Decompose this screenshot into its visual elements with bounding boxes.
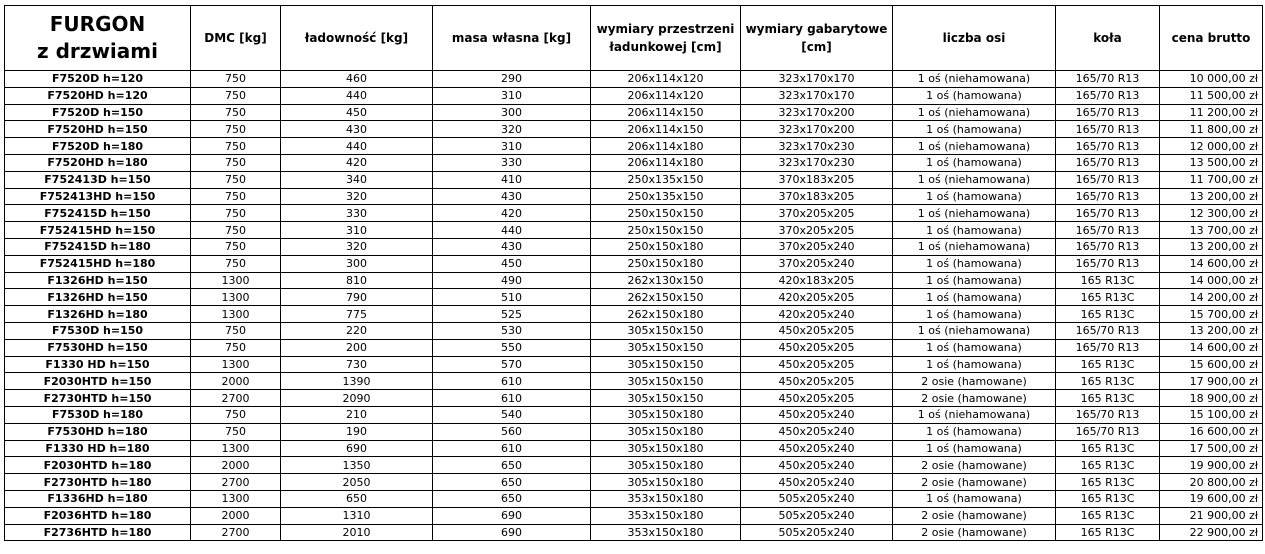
cell-payload: 730 xyxy=(281,356,433,373)
cell-axles: 1 oś (hamowana) xyxy=(893,306,1056,323)
cell-cargo-dims: 305x150x150 xyxy=(591,339,741,356)
cell-wheels: 165/70 R13 xyxy=(1056,238,1160,255)
cell-overall-dims: 505x205x240 xyxy=(741,524,893,541)
cell-dmc: 750 xyxy=(191,188,281,205)
cell-dmc: 2000 xyxy=(191,373,281,390)
cell-wheels: 165 R13C xyxy=(1056,306,1160,323)
cell-payload: 2090 xyxy=(281,390,433,407)
cell-model: F1326HD h=150 xyxy=(5,272,191,289)
cell-price: 19 900,00 zł xyxy=(1160,457,1263,474)
cell-payload: 310 xyxy=(281,222,433,239)
cell-axles: 1 oś (hamowana) xyxy=(893,188,1056,205)
cell-payload: 650 xyxy=(281,490,433,507)
cell-wheels: 165/70 R13 xyxy=(1056,104,1160,121)
cell-price: 17 900,00 zł xyxy=(1160,373,1263,390)
cell-payload: 320 xyxy=(281,188,433,205)
cell-dmc: 750 xyxy=(191,104,281,121)
cell-dmc: 750 xyxy=(191,154,281,171)
cell-model: F7520D h=150 xyxy=(5,104,191,121)
cell-model: F752415D h=150 xyxy=(5,205,191,222)
cell-overall-dims: 505x205x240 xyxy=(741,490,893,507)
cell-axles: 1 oś (hamowana) xyxy=(893,87,1056,104)
cell-model: F7520HD h=150 xyxy=(5,121,191,138)
cell-cargo-dims: 305x150x180 xyxy=(591,440,741,457)
cell-payload: 690 xyxy=(281,440,433,457)
cell-cargo-dims: 206x114x150 xyxy=(591,121,741,138)
cell-overall-dims: 323x170x230 xyxy=(741,154,893,171)
table-row xyxy=(5,406,1263,423)
cell-cargo-dims: 262x150x180 xyxy=(591,306,741,323)
cell-cargo-dims: 250x135x150 xyxy=(591,188,741,205)
cell-wheels: 165 R13C xyxy=(1056,490,1160,507)
cell-price: 22 900,00 zł xyxy=(1160,524,1263,541)
cell-cargo-dims: 262x130x150 xyxy=(591,272,741,289)
cell-cargo-dims: 305x150x180 xyxy=(591,423,741,440)
cell-price: 20 800,00 zł xyxy=(1160,474,1263,491)
cell-price: 11 200,00 zł xyxy=(1160,104,1263,121)
cell-overall-dims: 420x205x240 xyxy=(741,306,893,323)
cell-model: F2736HTD h=180 xyxy=(5,524,191,541)
cell-axles: 2 osie (hamowane) xyxy=(893,507,1056,524)
cell-dmc: 1300 xyxy=(191,356,281,373)
cell-cargo-dims: 305x150x180 xyxy=(591,406,741,423)
cell-overall-dims: 370x205x240 xyxy=(741,255,893,272)
cell-axles: 1 oś (niehamowana) xyxy=(893,322,1056,339)
cell-own-mass: 650 xyxy=(433,457,591,474)
cell-cargo-dims: 353x150x180 xyxy=(591,524,741,541)
cell-cargo-dims: 353x150x180 xyxy=(591,490,741,507)
cell-own-mass: 530 xyxy=(433,322,591,339)
cell-overall-dims: 323x170x170 xyxy=(741,71,893,88)
cell-model: F752415D h=180 xyxy=(5,238,191,255)
price-table xyxy=(4,5,1263,541)
cell-dmc: 750 xyxy=(191,255,281,272)
cell-wheels: 165/70 R13 xyxy=(1056,322,1160,339)
cell-overall-dims: 420x205x205 xyxy=(741,289,893,306)
table-row xyxy=(5,272,1263,289)
cell-payload: 1390 xyxy=(281,373,433,390)
cell-wheels: 165 R13C xyxy=(1056,507,1160,524)
cell-own-mass: 525 xyxy=(433,306,591,323)
cell-wheels: 165/70 R13 xyxy=(1056,138,1160,155)
cell-own-mass: 550 xyxy=(433,339,591,356)
cell-axles: 1 oś (hamowana) xyxy=(893,222,1056,239)
header-wheels: koła xyxy=(1056,6,1160,71)
table-row xyxy=(5,188,1263,205)
cell-dmc: 2700 xyxy=(191,474,281,491)
cell-cargo-dims: 206x114x120 xyxy=(591,71,741,88)
cell-dmc: 2700 xyxy=(191,524,281,541)
cell-overall-dims: 450x205x205 xyxy=(741,373,893,390)
cell-cargo-dims: 250x150x180 xyxy=(591,255,741,272)
cell-own-mass: 310 xyxy=(433,87,591,104)
cell-wheels: 165 R13C xyxy=(1056,524,1160,541)
cell-axles: 2 osie (hamowane) xyxy=(893,457,1056,474)
cell-model: F752413HD h=150 xyxy=(5,188,191,205)
table-row xyxy=(5,457,1263,474)
cell-payload: 220 xyxy=(281,322,433,339)
cell-dmc: 1300 xyxy=(191,306,281,323)
cell-own-mass: 540 xyxy=(433,406,591,423)
cell-dmc: 1300 xyxy=(191,490,281,507)
cell-payload: 460 xyxy=(281,71,433,88)
cell-payload: 300 xyxy=(281,255,433,272)
cell-overall-dims: 370x205x205 xyxy=(741,222,893,239)
table-row xyxy=(5,238,1263,255)
cell-price: 11 800,00 zł xyxy=(1160,121,1263,138)
table-row xyxy=(5,356,1263,373)
cell-overall-dims: 450x205x240 xyxy=(741,457,893,474)
cell-wheels: 165 R13C xyxy=(1056,457,1160,474)
cell-cargo-dims: 305x150x150 xyxy=(591,373,741,390)
cell-dmc: 2000 xyxy=(191,507,281,524)
cell-cargo-dims: 250x150x180 xyxy=(591,238,741,255)
cell-overall-dims: 370x205x240 xyxy=(741,238,893,255)
cell-wheels: 165/70 R13 xyxy=(1056,205,1160,222)
cell-model: F2730HTD h=150 xyxy=(5,390,191,407)
cell-wheels: 165/70 R13 xyxy=(1056,423,1160,440)
cell-own-mass: 690 xyxy=(433,524,591,541)
cell-dmc: 750 xyxy=(191,87,281,104)
cell-price: 14 600,00 zł xyxy=(1160,339,1263,356)
cell-own-mass: 430 xyxy=(433,188,591,205)
table-row xyxy=(5,373,1263,390)
cell-wheels: 165 R13C xyxy=(1056,272,1160,289)
cell-price: 14 200,00 zł xyxy=(1160,289,1263,306)
cell-axles: 2 osie (hamowane) xyxy=(893,524,1056,541)
cell-price: 21 900,00 zł xyxy=(1160,507,1263,524)
table-row xyxy=(5,104,1263,121)
cell-model: F752415HD h=180 xyxy=(5,255,191,272)
cell-payload: 200 xyxy=(281,339,433,356)
cell-price: 12 300,00 zł xyxy=(1160,205,1263,222)
cell-dmc: 1300 xyxy=(191,289,281,306)
cell-model: F7530D h=150 xyxy=(5,322,191,339)
cell-model: F7520HD h=180 xyxy=(5,154,191,171)
cell-cargo-dims: 305x150x180 xyxy=(591,457,741,474)
cell-cargo-dims: 250x150x150 xyxy=(591,205,741,222)
table-body xyxy=(5,71,1263,541)
cell-dmc: 750 xyxy=(191,322,281,339)
cell-axles: 2 osie (hamowane) xyxy=(893,373,1056,390)
cell-price: 13 200,00 zł xyxy=(1160,238,1263,255)
cell-axles: 1 oś (hamowana) xyxy=(893,423,1056,440)
cell-payload: 1350 xyxy=(281,457,433,474)
cell-dmc: 750 xyxy=(191,71,281,88)
cell-own-mass: 490 xyxy=(433,272,591,289)
table-row xyxy=(5,423,1263,440)
cell-own-mass: 610 xyxy=(433,440,591,457)
cell-axles: 1 oś (hamowana) xyxy=(893,121,1056,138)
table-row xyxy=(5,171,1263,188)
cell-axles: 1 oś (niehamowana) xyxy=(893,406,1056,423)
cell-payload: 790 xyxy=(281,289,433,306)
cell-own-mass: 570 xyxy=(433,356,591,373)
cell-dmc: 750 xyxy=(191,406,281,423)
cell-overall-dims: 323x170x200 xyxy=(741,104,893,121)
cell-own-mass: 320 xyxy=(433,121,591,138)
table-row xyxy=(5,440,1263,457)
cell-own-mass: 610 xyxy=(433,390,591,407)
cell-axles: 1 oś (hamowana) xyxy=(893,490,1056,507)
cell-model: F7520D h=120 xyxy=(5,71,191,88)
cell-own-mass: 410 xyxy=(433,171,591,188)
cell-dmc: 2000 xyxy=(191,457,281,474)
cell-wheels: 165/70 R13 xyxy=(1056,339,1160,356)
cell-dmc: 750 xyxy=(191,339,281,356)
cell-cargo-dims: 206x114x120 xyxy=(591,87,741,104)
table-row xyxy=(5,138,1263,155)
table-row xyxy=(5,255,1263,272)
cell-axles: 1 oś (hamowana) xyxy=(893,154,1056,171)
cell-dmc: 1300 xyxy=(191,272,281,289)
cell-own-mass: 690 xyxy=(433,507,591,524)
cell-wheels: 165/70 R13 xyxy=(1056,71,1160,88)
cell-model: F2730HTD h=180 xyxy=(5,474,191,491)
cell-price: 11 500,00 zł xyxy=(1160,87,1263,104)
cell-own-mass: 610 xyxy=(433,373,591,390)
header-cargo-dims: wymiary przestrzeni ładunkowej [cm] xyxy=(591,6,741,71)
cell-cargo-dims: 305x150x150 xyxy=(591,322,741,339)
cell-payload: 2010 xyxy=(281,524,433,541)
table-row xyxy=(5,507,1263,524)
title-line-2: z drzwiami xyxy=(37,39,158,63)
cell-price: 13 700,00 zł xyxy=(1160,222,1263,239)
cell-overall-dims: 370x183x205 xyxy=(741,171,893,188)
cell-payload: 330 xyxy=(281,205,433,222)
cell-wheels: 165/70 R13 xyxy=(1056,171,1160,188)
cell-own-mass: 650 xyxy=(433,490,591,507)
cell-axles: 1 oś (niehamowana) xyxy=(893,138,1056,155)
cell-own-mass: 560 xyxy=(433,423,591,440)
cell-dmc: 750 xyxy=(191,222,281,239)
cell-cargo-dims: 206x114x180 xyxy=(591,154,741,171)
table-row xyxy=(5,524,1263,541)
cell-dmc: 750 xyxy=(191,138,281,155)
cell-own-mass: 310 xyxy=(433,138,591,155)
table-row xyxy=(5,474,1263,491)
cell-wheels: 165/70 R13 xyxy=(1056,255,1160,272)
cell-cargo-dims: 353x150x180 xyxy=(591,507,741,524)
cell-wheels: 165/70 R13 xyxy=(1056,222,1160,239)
cell-model: F752415HD h=150 xyxy=(5,222,191,239)
table-row xyxy=(5,390,1263,407)
cell-overall-dims: 370x183x205 xyxy=(741,188,893,205)
cell-model: F2030HTD h=150 xyxy=(5,373,191,390)
cell-overall-dims: 505x205x240 xyxy=(741,507,893,524)
cell-dmc: 750 xyxy=(191,423,281,440)
cell-wheels: 165/70 R13 xyxy=(1056,121,1160,138)
cell-overall-dims: 450x205x205 xyxy=(741,390,893,407)
cell-own-mass: 440 xyxy=(433,222,591,239)
cell-overall-dims: 450x205x205 xyxy=(741,322,893,339)
table-row xyxy=(5,289,1263,306)
cell-price: 15 100,00 zł xyxy=(1160,406,1263,423)
cell-cargo-dims: 262x150x150 xyxy=(591,289,741,306)
cell-axles: 1 oś (hamowana) xyxy=(893,272,1056,289)
cell-model: F752413D h=150 xyxy=(5,171,191,188)
cell-axles: 1 oś (hamowana) xyxy=(893,356,1056,373)
cell-model: F7520HD h=120 xyxy=(5,87,191,104)
cell-own-mass: 430 xyxy=(433,238,591,255)
cell-dmc: 750 xyxy=(191,121,281,138)
cell-payload: 440 xyxy=(281,87,433,104)
cell-price: 17 500,00 zł xyxy=(1160,440,1263,457)
cell-price: 12 000,00 zł xyxy=(1160,138,1263,155)
cell-overall-dims: 323x170x170 xyxy=(741,87,893,104)
cell-wheels: 165 R13C xyxy=(1056,390,1160,407)
cell-cargo-dims: 206x114x180 xyxy=(591,138,741,155)
title-line-1: FURGON xyxy=(49,12,146,36)
table-row xyxy=(5,222,1263,239)
cell-overall-dims: 323x170x230 xyxy=(741,138,893,155)
cell-payload: 190 xyxy=(281,423,433,440)
cell-cargo-dims: 250x150x150 xyxy=(591,222,741,239)
table-row xyxy=(5,205,1263,222)
cell-price: 19 600,00 zł xyxy=(1160,490,1263,507)
cell-own-mass: 510 xyxy=(433,289,591,306)
header-dmc: DMC [kg] xyxy=(191,6,281,71)
table-title xyxy=(5,6,191,71)
table-row xyxy=(5,87,1263,104)
cell-model: F7520D h=180 xyxy=(5,138,191,155)
cell-price: 15 600,00 zł xyxy=(1160,356,1263,373)
cell-price: 13 200,00 zł xyxy=(1160,322,1263,339)
cell-payload: 210 xyxy=(281,406,433,423)
cell-dmc: 750 xyxy=(191,171,281,188)
cell-own-mass: 650 xyxy=(433,474,591,491)
cell-cargo-dims: 250x135x150 xyxy=(591,171,741,188)
cell-payload: 430 xyxy=(281,121,433,138)
cell-axles: 1 oś (hamowana) xyxy=(893,289,1056,306)
cell-axles: 1 oś (hamowana) xyxy=(893,440,1056,457)
cell-payload: 2050 xyxy=(281,474,433,491)
cell-overall-dims: 450x205x240 xyxy=(741,423,893,440)
cell-payload: 775 xyxy=(281,306,433,323)
table-row xyxy=(5,121,1263,138)
cell-payload: 1310 xyxy=(281,507,433,524)
cell-axles: 1 oś (hamowana) xyxy=(893,339,1056,356)
cell-wheels: 165/70 R13 xyxy=(1056,87,1160,104)
cell-model: F1330 HD h=150 xyxy=(5,356,191,373)
cell-model: F1330 HD h=180 xyxy=(5,440,191,457)
cell-wheels: 165 R13C xyxy=(1056,373,1160,390)
cell-axles: 1 oś (hamowana) xyxy=(893,255,1056,272)
cell-payload: 810 xyxy=(281,272,433,289)
cell-own-mass: 300 xyxy=(433,104,591,121)
cell-overall-dims: 450x205x240 xyxy=(741,406,893,423)
cell-own-mass: 330 xyxy=(433,154,591,171)
header-row xyxy=(5,6,1263,71)
cell-overall-dims: 450x205x240 xyxy=(741,440,893,457)
cell-price: 11 700,00 zł xyxy=(1160,171,1263,188)
cell-axles: 2 osie (hamowane) xyxy=(893,474,1056,491)
cell-overall-dims: 323x170x200 xyxy=(741,121,893,138)
cell-payload: 420 xyxy=(281,154,433,171)
cell-dmc: 2700 xyxy=(191,390,281,407)
cell-wheels: 165 R13C xyxy=(1056,356,1160,373)
cell-payload: 450 xyxy=(281,104,433,121)
cell-dmc: 750 xyxy=(191,205,281,222)
cell-cargo-dims: 305x150x150 xyxy=(591,390,741,407)
table-row xyxy=(5,154,1263,171)
cell-dmc: 750 xyxy=(191,238,281,255)
cell-cargo-dims: 305x150x150 xyxy=(591,356,741,373)
cell-price: 15 700,00 zł xyxy=(1160,306,1263,323)
cell-own-mass: 420 xyxy=(433,205,591,222)
table-row xyxy=(5,322,1263,339)
header-own-mass: masa własna [kg] xyxy=(433,6,591,71)
cell-wheels: 165 R13C xyxy=(1056,289,1160,306)
cell-model: F7530HD h=150 xyxy=(5,339,191,356)
cell-overall-dims: 450x205x205 xyxy=(741,356,893,373)
table-row xyxy=(5,490,1263,507)
cell-price: 13 500,00 zł xyxy=(1160,154,1263,171)
table-row xyxy=(5,306,1263,323)
cell-overall-dims: 420x183x205 xyxy=(741,272,893,289)
cell-payload: 440 xyxy=(281,138,433,155)
cell-cargo-dims: 206x114x150 xyxy=(591,104,741,121)
cell-own-mass: 290 xyxy=(433,71,591,88)
cell-price: 18 900,00 zł xyxy=(1160,390,1263,407)
cell-axles: 1 oś (niehamowana) xyxy=(893,104,1056,121)
cell-model: F2030HTD h=180 xyxy=(5,457,191,474)
cell-wheels: 165/70 R13 xyxy=(1056,406,1160,423)
cell-axles: 1 oś (niehamowana) xyxy=(893,171,1056,188)
header-price: cena brutto xyxy=(1160,6,1263,71)
cell-model: F1326HD h=150 xyxy=(5,289,191,306)
cell-dmc: 1300 xyxy=(191,440,281,457)
cell-wheels: 165/70 R13 xyxy=(1056,188,1160,205)
cell-wheels: 165 R13C xyxy=(1056,474,1160,491)
cell-axles: 2 osie (hamowane) xyxy=(893,390,1056,407)
cell-axles: 1 oś (niehamowana) xyxy=(893,71,1056,88)
header-overall-dims: wymiary gabarytowe [cm] xyxy=(741,6,893,71)
cell-wheels: 165/70 R13 xyxy=(1056,154,1160,171)
cell-model: F1326HD h=180 xyxy=(5,306,191,323)
header-axles: liczba osi xyxy=(893,6,1056,71)
cell-payload: 340 xyxy=(281,171,433,188)
cell-price: 14 000,00 zł xyxy=(1160,272,1263,289)
cell-model: F7530HD h=180 xyxy=(5,423,191,440)
cell-wheels: 165 R13C xyxy=(1056,440,1160,457)
cell-price: 13 200,00 zł xyxy=(1160,188,1263,205)
table-row xyxy=(5,71,1263,88)
cell-overall-dims: 370x205x205 xyxy=(741,205,893,222)
table-row xyxy=(5,339,1263,356)
cell-model: F1336HD h=180 xyxy=(5,490,191,507)
cell-overall-dims: 450x205x205 xyxy=(741,339,893,356)
cell-price: 10 000,00 zł xyxy=(1160,71,1263,88)
cell-price: 14 600,00 zł xyxy=(1160,255,1263,272)
header-payload: ładowność [kg] xyxy=(281,6,433,71)
cell-own-mass: 450 xyxy=(433,255,591,272)
cell-overall-dims: 450x205x240 xyxy=(741,474,893,491)
cell-axles: 1 oś (niehamowana) xyxy=(893,205,1056,222)
cell-model: F7530D h=180 xyxy=(5,406,191,423)
cell-price: 16 600,00 zł xyxy=(1160,423,1263,440)
cell-cargo-dims: 305x150x180 xyxy=(591,474,741,491)
cell-model: F2036HTD h=180 xyxy=(5,507,191,524)
cell-axles: 1 oś (niehamowana) xyxy=(893,238,1056,255)
cell-payload: 320 xyxy=(281,238,433,255)
